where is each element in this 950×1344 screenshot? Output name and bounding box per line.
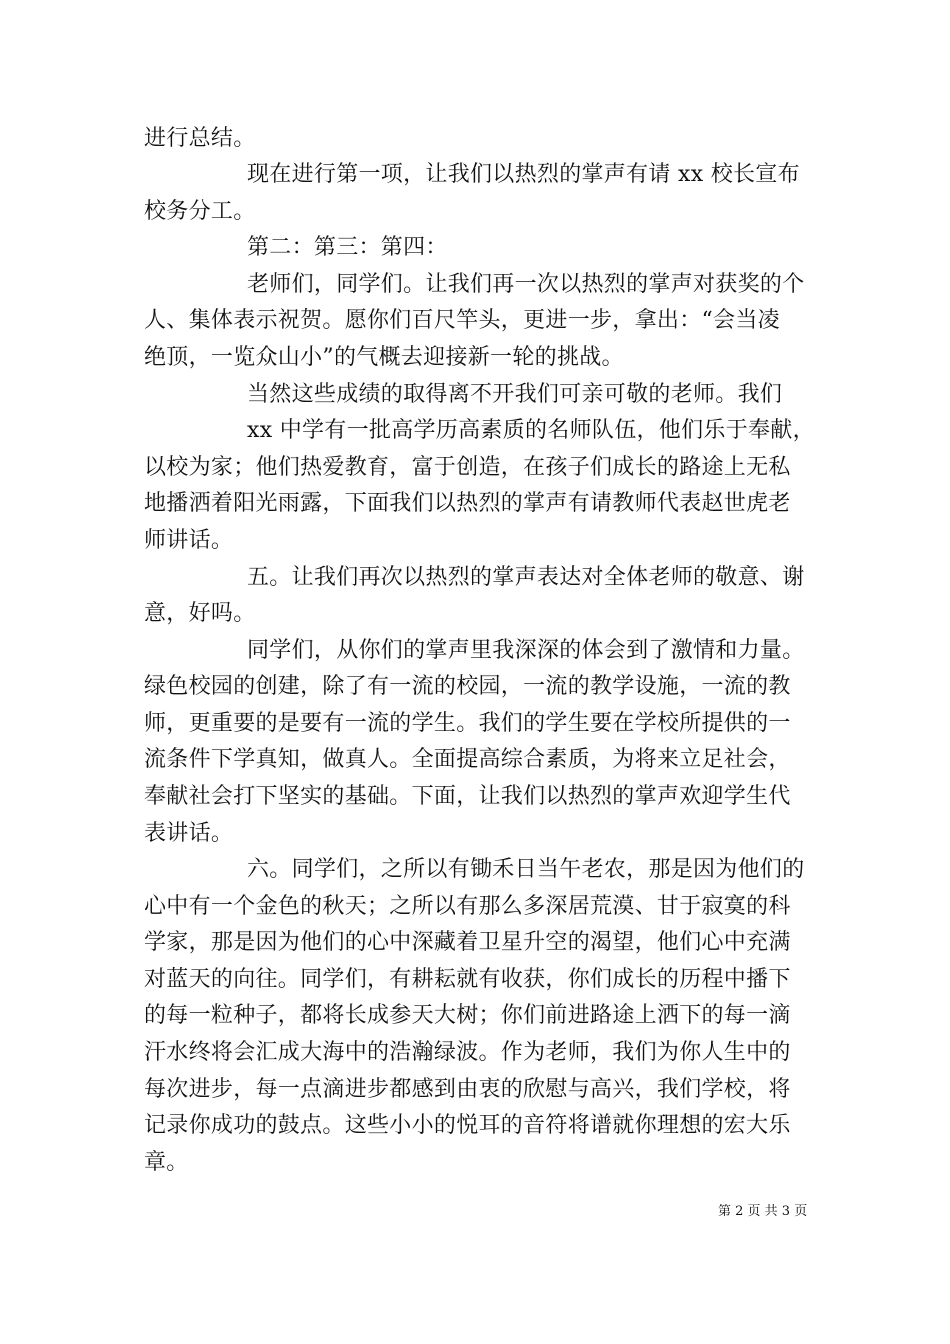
text-line: 汗水终将会汇成大海中的浩瀚绿波。作为老师，我们为你人生中的 — [144, 1040, 791, 1065]
page-number: 第 2 页 共 3 页 — [718, 1204, 808, 1219]
text-line: 流条件下学真知，做真人。全面提高综合素质，为将来立足社会， — [144, 747, 791, 772]
text-line: 五。让我们再次以热烈的掌声表达对全体老师的敬意、谢 — [247, 565, 805, 590]
text-line: 当然这些成绩的取得离不开我们可亲可敬的老师。我们 — [247, 382, 783, 407]
text-line: 师，更重要的是要有一流的学生。我们的学生要在学校所提供的一 — [144, 711, 791, 736]
text-line: 绝顶，一览众山小”的气概去迎接新一轮的挑战。 — [144, 345, 624, 370]
text-line: 以校为家；他们热爱教育，富于创造，在孩子们成长的路途上无私 — [144, 455, 791, 480]
text-line: 绿色校园的创建，除了有一流的校园，一流的教学设施，一流的教 — [144, 674, 791, 699]
text-line: 学家，那是因为他们的心中深藏着卫星升空的渴望，他们心中充满 — [144, 930, 791, 955]
text-line: 每次进步，每一点滴进步都感到由衷的欣慰与高兴，我们学校，将 — [144, 1077, 791, 1102]
text-line: 的每一粒种子，都将长成参天大树；你们前进路途上洒下的每一滴 — [144, 1003, 791, 1028]
text-line: 章。 — [144, 1150, 189, 1175]
text-line: 表讲话。 — [144, 821, 234, 846]
text-line: 进行总结。 — [144, 126, 256, 151]
text-line: 心中有一个金色的秋天；之所以有那么多深居荒漠、甘于寂寞的科 — [144, 894, 791, 919]
text-line: 对蓝天的向往。同学们，有耕耘就有收获，你们成长的历程中播下 — [144, 967, 791, 992]
text-line: xx 中学有一批高学历高素质的名师队伍，他们乐于奉献， — [247, 418, 815, 443]
text-line: 第二：第三：第四： — [247, 235, 448, 260]
text-line: 地播洒着阳光雨露，下面我们以热烈的掌声有请教师代表赵世虎老 — [144, 491, 791, 516]
text-line: 老师们，同学们。让我们再一次以热烈的掌声对获奖的个 — [247, 272, 805, 297]
text-line: 同学们，从你们的掌声里我深深的体会到了激情和力量。 — [247, 638, 805, 663]
text-line: 校务分工。 — [144, 199, 256, 224]
text-line: 奉献社会打下坚实的基础。下面，让我们以热烈的掌声欢迎学生代 — [144, 784, 791, 809]
text-line: 六。同学们，之所以有锄禾日当午老农，那是因为他们的 — [247, 857, 805, 882]
text-line: 人、集体表示祝贺。愿你们百尺竿头，更进一步，拿出：“会当凌 — [144, 308, 780, 333]
text-line: 现在进行第一项，让我们以热烈的掌声有请 xx 校长宣布 — [247, 162, 800, 187]
text-line: 记录你成功的鼓点。这些小小的悦耳的音符将谱就你理想的宏大乐 — [144, 1113, 791, 1138]
text-line: 师讲话。 — [144, 528, 234, 553]
text-line: 意，好吗。 — [144, 601, 256, 626]
